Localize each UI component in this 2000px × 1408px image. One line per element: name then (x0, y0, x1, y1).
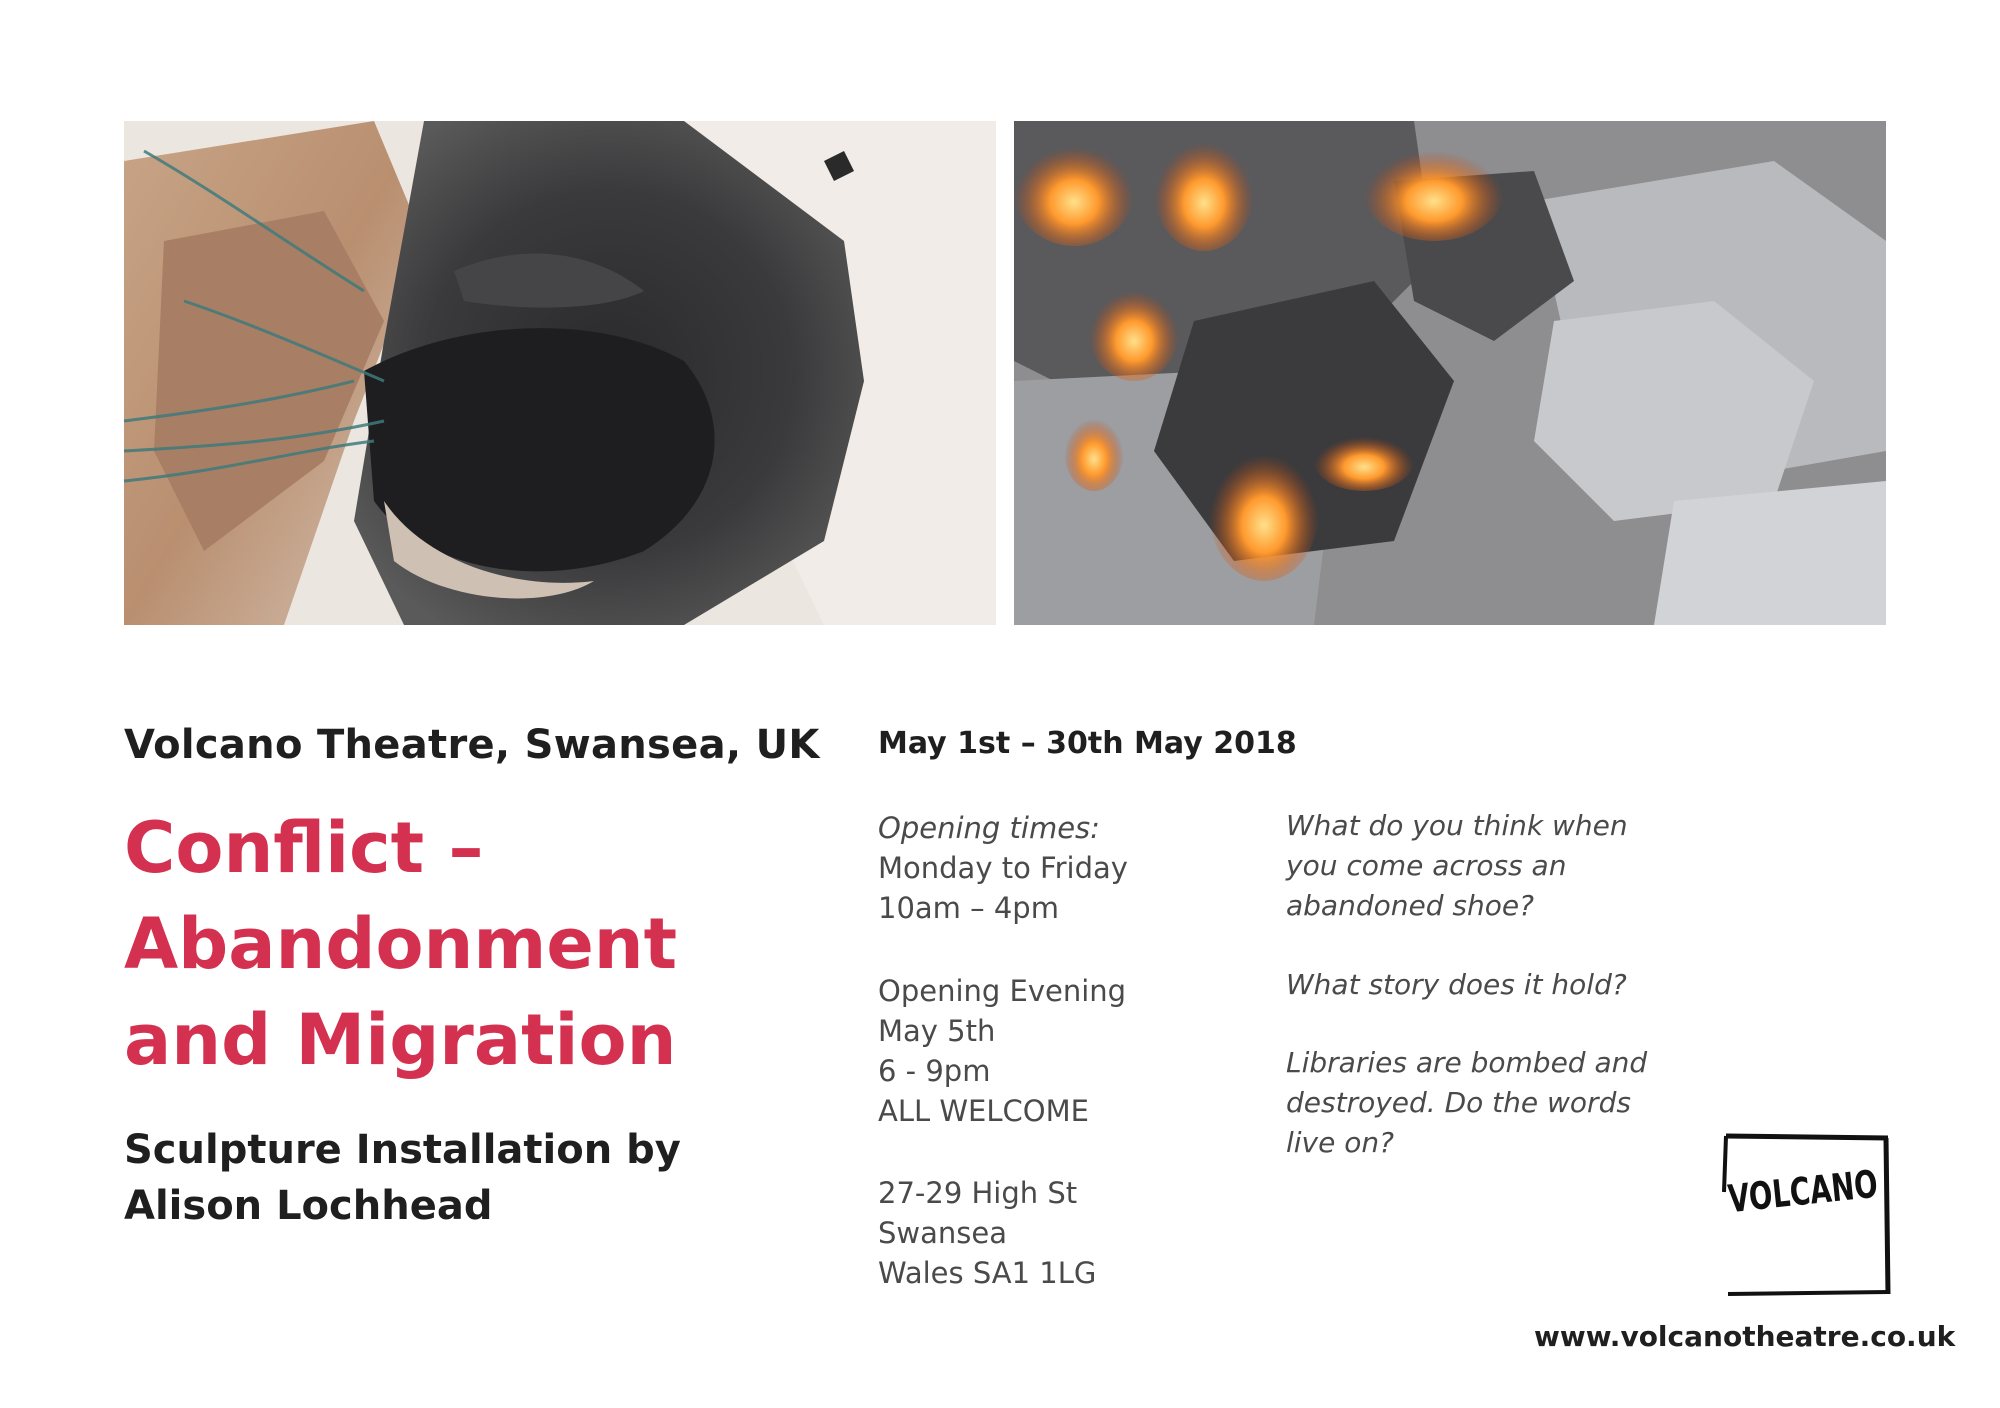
logo-wordmark: VOLCANO (1726, 1155, 1937, 1222)
exhibition-title (124, 800, 884, 1088)
venue-address (878, 1173, 1096, 1293)
venue-heading: Volcano Theatre, Swansea, UK (124, 722, 820, 768)
opening-times (878, 808, 1128, 928)
artist-credit (124, 1122, 681, 1234)
title-line: Abandonment (124, 903, 678, 985)
title-line: and Migration (124, 999, 677, 1081)
volcano-logo (1722, 1132, 1937, 1298)
question-line: What story does it hold? (1286, 968, 1627, 1001)
question-line: you come across an (1286, 849, 1567, 882)
burning-paper-photo (1014, 121, 1886, 625)
question-line: destroyed. Do the words (1286, 1086, 1631, 1119)
opening-hours: 10am – 4pm (878, 891, 1059, 925)
opening-evening-label: Opening Evening (878, 974, 1127, 1008)
address-line: Swansea (878, 1216, 1007, 1250)
opening-evening-time: 6 - 9pm (878, 1054, 991, 1088)
address-line: 27-29 High St (878, 1176, 1078, 1210)
title-line: Conflict – (124, 807, 484, 889)
opening-evening-note: ALL WELCOME (878, 1094, 1089, 1128)
question-libraries (1286, 1043, 1647, 1163)
question-shoe (1286, 806, 1628, 926)
question-line: abandoned shoe? (1286, 889, 1534, 922)
subtitle-line: Alison Lochhead (124, 1183, 493, 1229)
opening-days: Monday to Friday (878, 851, 1128, 885)
opening-evening-date: May 5th (878, 1014, 996, 1048)
burnt-shoe-photo (124, 121, 996, 625)
question-line: What do you think when (1286, 809, 1628, 842)
opening-times-label: Opening times: (878, 811, 1100, 845)
exhibition-dates: May 1st – 30th May 2018 (878, 726, 1297, 761)
opening-evening (878, 971, 1126, 1131)
subtitle-line: Sculpture Installation by (124, 1127, 681, 1173)
question-line: live on? (1286, 1126, 1394, 1159)
question-story (1286, 965, 1627, 1005)
website-link[interactable]: www.volcanotheatre.co.uk (1534, 1320, 1956, 1353)
address-line: Wales SA1 1LG (878, 1256, 1097, 1290)
question-line: Libraries are bombed and (1286, 1046, 1648, 1079)
